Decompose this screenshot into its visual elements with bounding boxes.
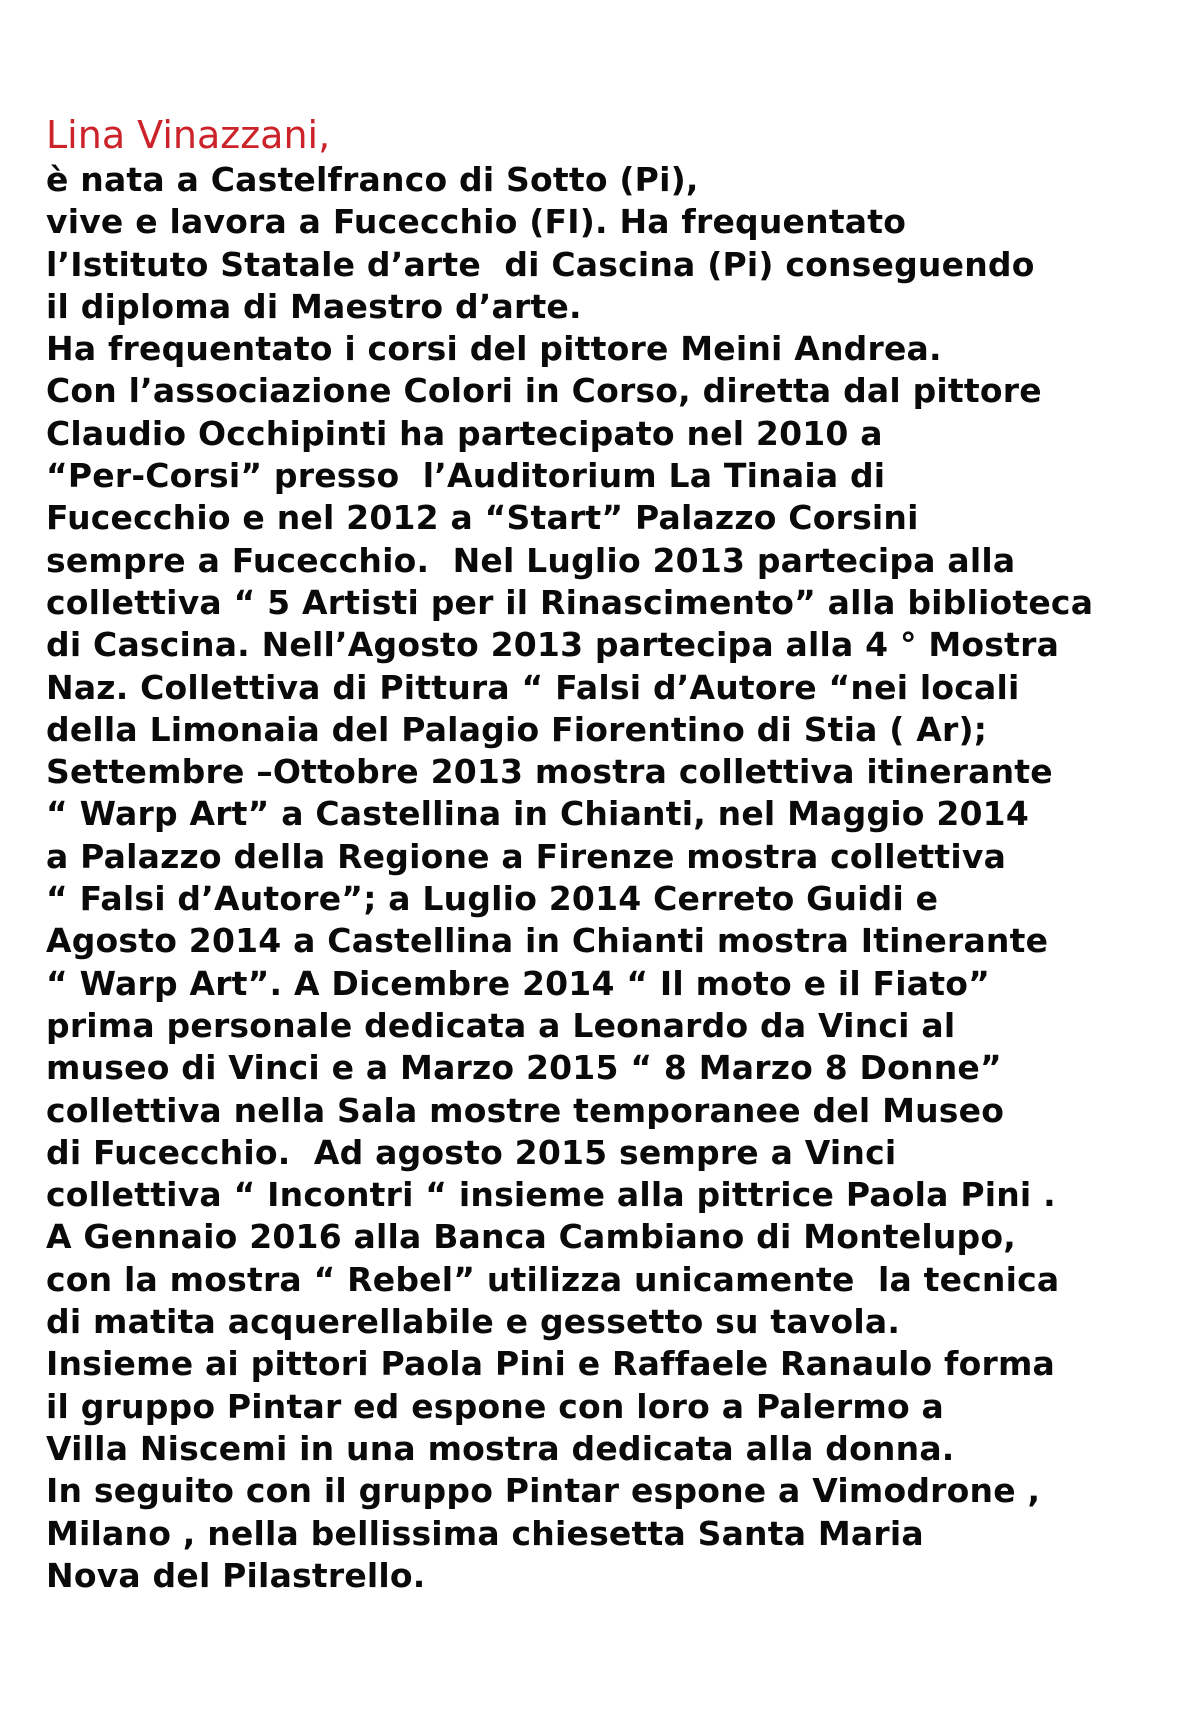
- biography-line: Naz. Collettiva di Pittura “ Falsi d’Autore “nei locali: [46, 667, 1020, 707]
- biography-line: Con l’associazione Colori in Corso, diretta dal pittore: [46, 371, 1042, 411]
- biography-line: con la mostra “ Rebel” utilizza unicamente la tecnica: [46, 1259, 1060, 1299]
- biography-line: In seguito con il gruppo Pintar espone a Vimodrone ,: [46, 1471, 1041, 1511]
- biography-line: è nata a Castelfranco di Sotto (Pi),: [46, 160, 699, 199]
- biography-line: il diploma di Maestro d’arte.: [46, 286, 582, 326]
- biography-line: Insieme ai pittori Paola Pini e Raffaele Ranaulo forma: [46, 1344, 1056, 1384]
- biography-line: “ Warp Art” a Castellina in Chianti, nel Maggio 2014: [46, 794, 1029, 834]
- biography-line: l’Istituto Statale d’arte di Cascina (Pi) conseguendo: [46, 244, 1035, 284]
- biography-line: Claudio Occhipinti ha partecipato nel 2010 a: [46, 413, 883, 453]
- biography-line: di matita acquerellabile e gessetto su tavola.: [46, 1302, 901, 1342]
- biography-line: il gruppo Pintar ed espone con loro a Palermo a: [46, 1386, 945, 1426]
- biography-line: Agosto 2014 a Castellina in Chianti mostra Itinerante: [46, 921, 1049, 961]
- biography-block: [46, 111, 1166, 1597]
- artist-name-heading: Lina Vinazzani,: [46, 113, 331, 157]
- biography-line: Milano , nella bellissima chiesetta Santa Maria: [46, 1513, 924, 1553]
- biography-line: “ Warp Art”. A Dicembre 2014 “ Il moto e il Fiato”: [46, 963, 991, 1003]
- biography-line: di Fucecchio. Ad agosto 2015 sempre a Vinci: [46, 1132, 897, 1172]
- biography-line: collettiva nella Sala mostre temporanee del Museo: [46, 1090, 1005, 1130]
- biography-line: Fucecchio e nel 2012 a “Start” Palazzo Corsini: [46, 498, 919, 538]
- biography-text: [46, 159, 1166, 1597]
- biography-line: collettiva “ Incontri “ insieme alla pittrice Paola Pini .: [46, 1175, 1056, 1215]
- biography-line: sempre a Fucecchio. Nel Luglio 2013 partecipa alla: [46, 540, 1016, 580]
- biography-line: della Limonaia del Palagio Fiorentino di Stia ( Ar);: [46, 709, 988, 749]
- biography-line: di Cascina. Nell’Agosto 2013 partecipa alla 4 ° Mostra: [46, 625, 1060, 665]
- biography-line: a Palazzo della Regione a Firenze mostra collettiva: [46, 836, 1007, 876]
- biography-line: “Per-Corsi” presso l’Auditorium La Tinaia di: [46, 456, 886, 496]
- biography-line: museo di Vinci e a Marzo 2015 “ 8 Marzo 8 Donne”: [46, 1048, 1002, 1088]
- biography-line: A Gennaio 2016 alla Banca Cambiano di Montelupo,: [46, 1217, 1016, 1257]
- biography-line: prima personale dedicata a Leonardo da Vinci al: [46, 1005, 956, 1045]
- biography-line: vive e lavora a Fucecchio (FI). Ha frequentato: [46, 202, 907, 242]
- biography-line: Settembre –Ottobre 2013 mostra collettiva itinerante: [46, 752, 1053, 792]
- biography-line: Ha frequentato i corsi del pittore Meini Andrea.: [46, 329, 942, 369]
- biography-line: “ Falsi d’Autore”; a Luglio 2014 Cerreto Guidi e: [46, 879, 939, 919]
- biography-line: Villa Niscemi in una mostra dedicata alla donna.: [46, 1428, 955, 1468]
- biography-line: Nova del Pilastrello.: [46, 1555, 426, 1595]
- biography-line: collettiva “ 5 Artisti per il Rinascimento” alla biblioteca: [46, 582, 1094, 622]
